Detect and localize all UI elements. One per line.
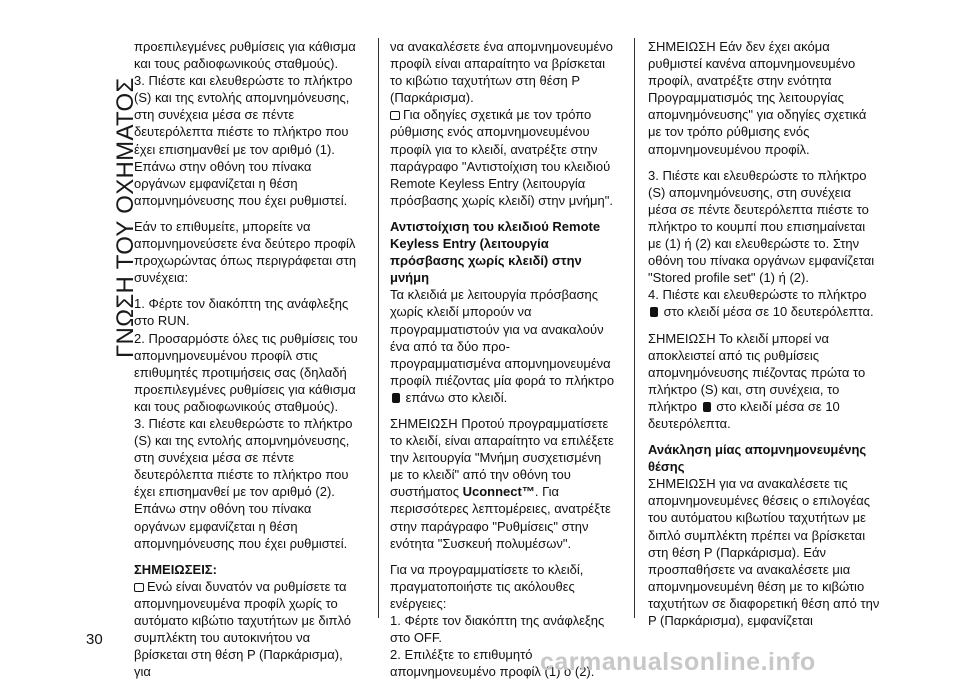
paragraph: Εάν το επιθυμείτε, μπορείτε να απομνημονεύσετε ένα δεύτερο προφίλ προχωρώντας όπως περιγράφεται στη συνέχεια:	[134, 218, 357, 286]
notes-heading: ΣΗΜΕΙΩΣΕΙΣ:	[134, 561, 217, 577]
column-divider	[634, 38, 635, 618]
section-heading: Αντιστοίχιση του κλειδιού Remote Keyless Entry (λειτουργία πρόσβασης χωρίς κλειδί) στην μνήμη	[390, 218, 601, 286]
paragraph: ΣΗΜΕΙΩΣΗ Προτού προγραμματίσετε το κλειδί, είναι απαραίτητο να επιλέξετε την λειτουργία "Μνήμη συσχετισμένη με το κλειδί" από την οθόνη του συστήματος Uconnect™. Για περισσότερες λεπτομέρειες, ανατρέξτε στην παράγραφο "Ρυθμίσεις" στην ενότητα "Συσκευή πολυμέσων".	[390, 415, 614, 551]
paragraph: 1. Φέρτε τον διακόπτη της ανάφλεξης στο OFF.	[390, 613, 605, 646]
key-lock-icon	[392, 393, 400, 403]
note-icon	[134, 583, 144, 592]
paragraph: 3. Πιέστε και ελευθερώστε το πλήκτρο (S) και της εντολής απομνημόνευσης, στη συνέχεια μέσα σε πέντε δευτερόλεπτα πιέστε το πλήκτρο που έχει επισημανθεί με τον αριθμό (2). Επάνω στην οθόνη του πίνακα οργάνων εμφανίζεται η θέση απομνημόνευσης που έχει ρυθμιστεί.	[134, 415, 353, 551]
paragraph: ΣΗΜΕΙΩΣΗ Το κλειδί μπορεί να αποκλειστεί από τις ρυθμίσεις απομνημόνευσης πιέζοντας πρώτα το πλήκτρο (S) και, στη συνέχεια, το πλήκτρο στο κλειδί μέσα σε 10 δευτερόλεπτα.	[648, 330, 866, 431]
paragraph: ΣΗΜΕΙΩΣΗ για να ανακαλέσετε τις απομνημονευμένες θέσεις ο επιλογέας του αυτόματου κιβωτίου ταχυτήτων με διπλό συμπλέκτη πρέπει να βρίσκεται στη θέση P (Παρκάρισμα). Εάν προσπαθήσετε να ανακαλέσετε μια απομνημονευμένη θέση με το κιβώτιο ταχυτήτων σε διαφορετική θέση από την P (Παρκάρισμα), εμφανίζεται	[648, 476, 880, 628]
page-number: 30	[86, 631, 103, 648]
paragraph: Ενώ είναι δυνατόν να ρυθμίσετε τα απομνημονευμένα προφίλ χωρίς το αυτόματο κιβώτιο ταχυτήτων με διπλό συμπλέκτη του αυτοκινήτου να βρίσκεται στη θέση P (Παρκάρισμα), για	[134, 578, 351, 680]
section-heading: Ανάκληση μίας απομνημονευμένης θέσης	[648, 442, 867, 475]
paragraph: Για να προγραμματίσετε το κλειδί, πραγματοποιήστε τις ακόλουθες ενέργειες:	[390, 561, 584, 611]
key-lock-icon	[703, 402, 711, 412]
chapter-title-text: ΓΝΩΣΗ ΤΟΥ ΟΧΗΜΑΤΟΣ	[112, 77, 139, 358]
paragraph: 3. Πιέστε και ελευθερώστε το πλήκτρο (S) απομνημόνευσης, στη συνέχεια μέσα σε πέντε δευτερόλεπτα πιέστε το πλήκτρο το κουμπί που επισημαίνεται με (1) ή (2) και ελευθερώστε το. Στην οθόνη του πίνακα οργάνων εμφανίζεται "Stored profile set" (1) ή (2).	[648, 167, 875, 286]
uconnect-label: Uconnect™	[462, 484, 535, 500]
paragraph: ΣΗΜΕΙΩΣΗ Εάν δεν έχει ακόμα ρυθμιστεί κανένα απομνημονευμένο προφίλ, ανατρέξτε στην ενότητα Προγραμματισμός της λειτουργίας απομνημόνευσης" για οδηγίες σχετικά με τον τρόπο ρύθμισης ενός απομνημονευμένου προφίλ.	[648, 39, 867, 157]
text-column-2	[390, 38, 618, 680]
column-divider	[378, 38, 379, 618]
key-lock-icon	[650, 307, 658, 317]
text-column-3	[648, 38, 880, 629]
watermark: carmanualsonline.info	[540, 648, 816, 676]
note-icon	[390, 111, 400, 120]
paragraph: 2. Επιλέξτε το επιθυμητό απομνημονευμένο προφίλ (1) ο (2).	[390, 647, 595, 680]
paragraph: 1. Φέρτε τον διακόπτη της ανάφλεξης στο RUN.	[134, 296, 349, 329]
paragraph: 2. Προσαρμόστε όλες τις ρυθμίσεις του απομνημονευμένου προφίλ στις επιθυμητές προτιμήσεις σας (δηλαδή προεπιλεγμένες ρυθμίσεις για κάθισμα και τους ραδιοφωνικούς σταθμούς).	[134, 330, 358, 414]
paragraph: να ανακαλέσετε ένα απομνημονευμένο προφίλ είναι απαραίτητο να βρίσκεται το κιβώτιο ταχυτήτων στη θέση P (Παρκάρισμα).	[390, 39, 613, 106]
text-column-1	[134, 38, 362, 680]
paragraph: 4. Πιέστε και ελευθερώστε το πλήκτρο στο κλειδί μέσα σε 10 δευτερόλεπτα.	[648, 287, 874, 320]
chapter-title	[68, 20, 139, 360]
paragraph: προεπιλεγμένες ρυθμίσεις για κάθισμα και τους ραδιοφωνικούς σταθμούς).	[134, 39, 356, 72]
paragraph: Τα κλειδιά με λειτουργία πρόσβασης χωρίς κλειδί μπορούν να προγραμματιστούν για να ανακαλούν ένα από τα δύο προ-προγραμματισμένα απομνημονευμένα προφίλ πιέζοντας μία φορά το πλήκτρο επάνω στο κλειδί.	[390, 287, 615, 405]
paragraph: 3. Πιέστε και ελευθερώστε το πλήκτρο (S) και της εντολής απομνημόνευσης, στη συνέχεια μέσα σε πέντε δευτερόλεπτα πιέστε το πλήκτρο που έχει επισημανθεί με τον αριθμό (1). Επάνω στην οθόνη του πίνακα οργάνων εμφανίζεται η θέση απομνημόνευσης που έχει ρυθμιστεί.	[134, 73, 353, 208]
paragraph: Για οδηγίες σχετικά με τον τρόπο ρύθμισης ενός απομνημονευμένου προφίλ για το κλειδί, ανατρέξτε στην παράγραφο "Αντιστοίχιση του κλειδιού Remote Keyless Entry (λειτουργία πρόσβασης χωρίς κλειδί) στην μνήμη".	[390, 107, 613, 208]
